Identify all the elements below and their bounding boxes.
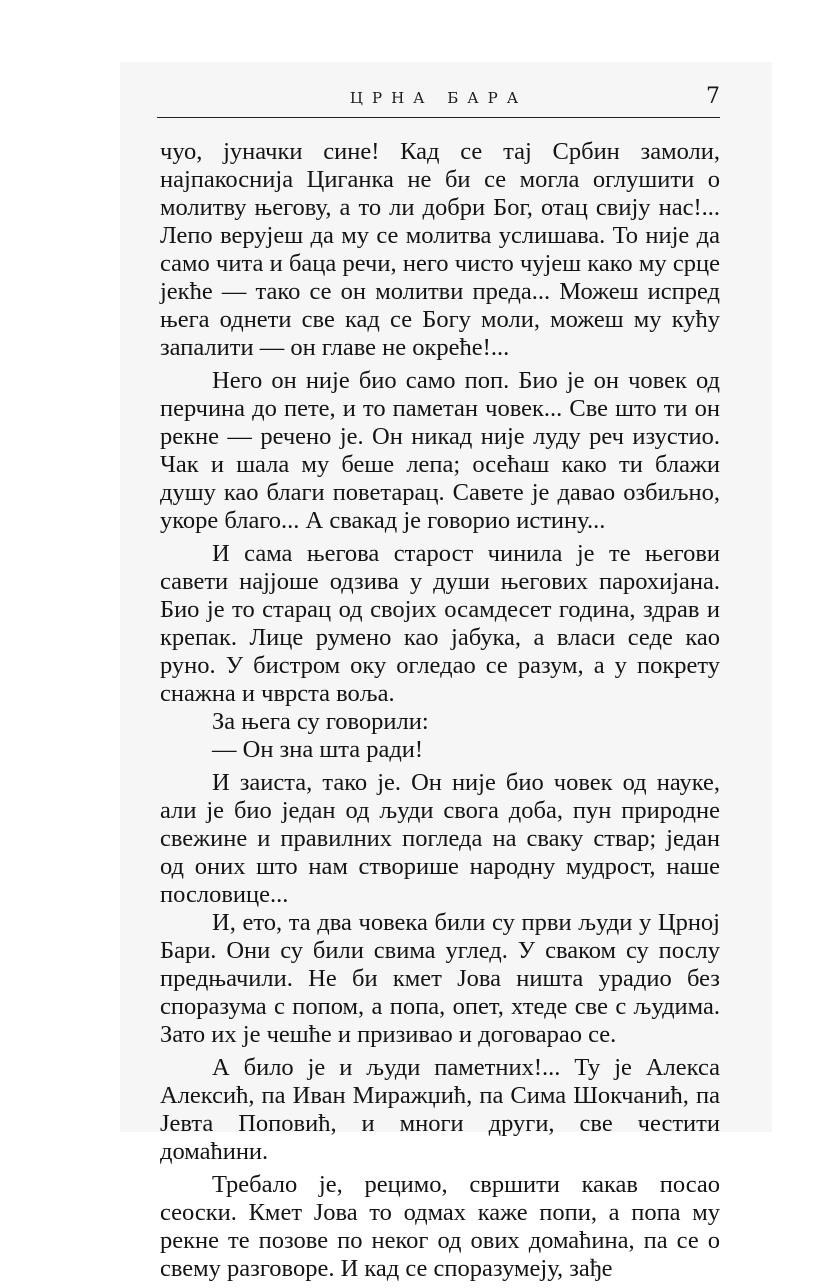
page-number: 7 [706,84,720,109]
paragraph: За њега су говорили: [212,708,429,735]
header-rule [157,117,720,118]
paragraph: Него он није био само поп. Био је он човек од перчина до пете, и то паметан човек... Све што ти он рекне — речено је. Он никад није луду реч изустио. Чак и шала му беше лепа; осећаш како ти блажи душу као благи поветарац. Савете је давао озбиљно, укоре благо... А свакад је говорио истину... [160,367,720,534]
paragraph: — Он зна шта ради! [212,736,424,763]
page-header [157,86,720,112]
paragraph: И, ето, та два човека били су први људи у Црној Бари. Они су били свима углед. У сваком су послу предњачили. Не би кмет Јова ништа урадио без споразума с попом, а попа, опет, хтеде све с људима. Зато их је чешће и призивао и договарао се. [160,909,720,1048]
body-text [160,138,720,1288]
paragraph: чуо, јуначки сине! Кад се тај Србин замоли, најпакоснија Циганка не би се могла оглушити о молитву његову, а то ли добри Бог, отац свију нас!... Лепо верујеш да му се молитва услишава. То није да само чита и баца речи, него чисто чујеш како му срце јекће — тако се он молитви преда... Можеш испред њега однети све кад се Богу моли, можеш му кућу запалити — он главе не окреће!... [160,138,720,361]
paragraph: А било је и људи паметних!... Ту је Алекса Алексић, па Иван Миражџић, па Сима Шокчанић, па Јевта Поповић, и многи други, све честити домаћини. [160,1054,720,1165]
paragraph: И сама његова старост чинила је те његови савети најјоше одзива у души његових парохијана. Био је то старац од својих осамдесет година, здрав и крепак. Лице румено као јабука, а власи седе као руно. У бистром оку огледао се разум, а у покрету снажна и чврста воља. [160,540,720,707]
paragraph: Требало је, рецимо, свршити какав посао сеоски. Кмет Јова то одмах каже попи, а попа му рекне те позове по неког од ових домаћина, па се о свему разговоре. И кад се споразумеју, зађе [160,1171,720,1282]
paragraph: И заиста, тако је. Он није био човек од науке, али је био један од људи свога доба, пун природне свежине и правилних погледа на сваку ствар; један од оних што нам створише народну мудрост, наше пословице... [160,769,720,908]
running-title: ЦРНА БАРА [349,89,528,107]
